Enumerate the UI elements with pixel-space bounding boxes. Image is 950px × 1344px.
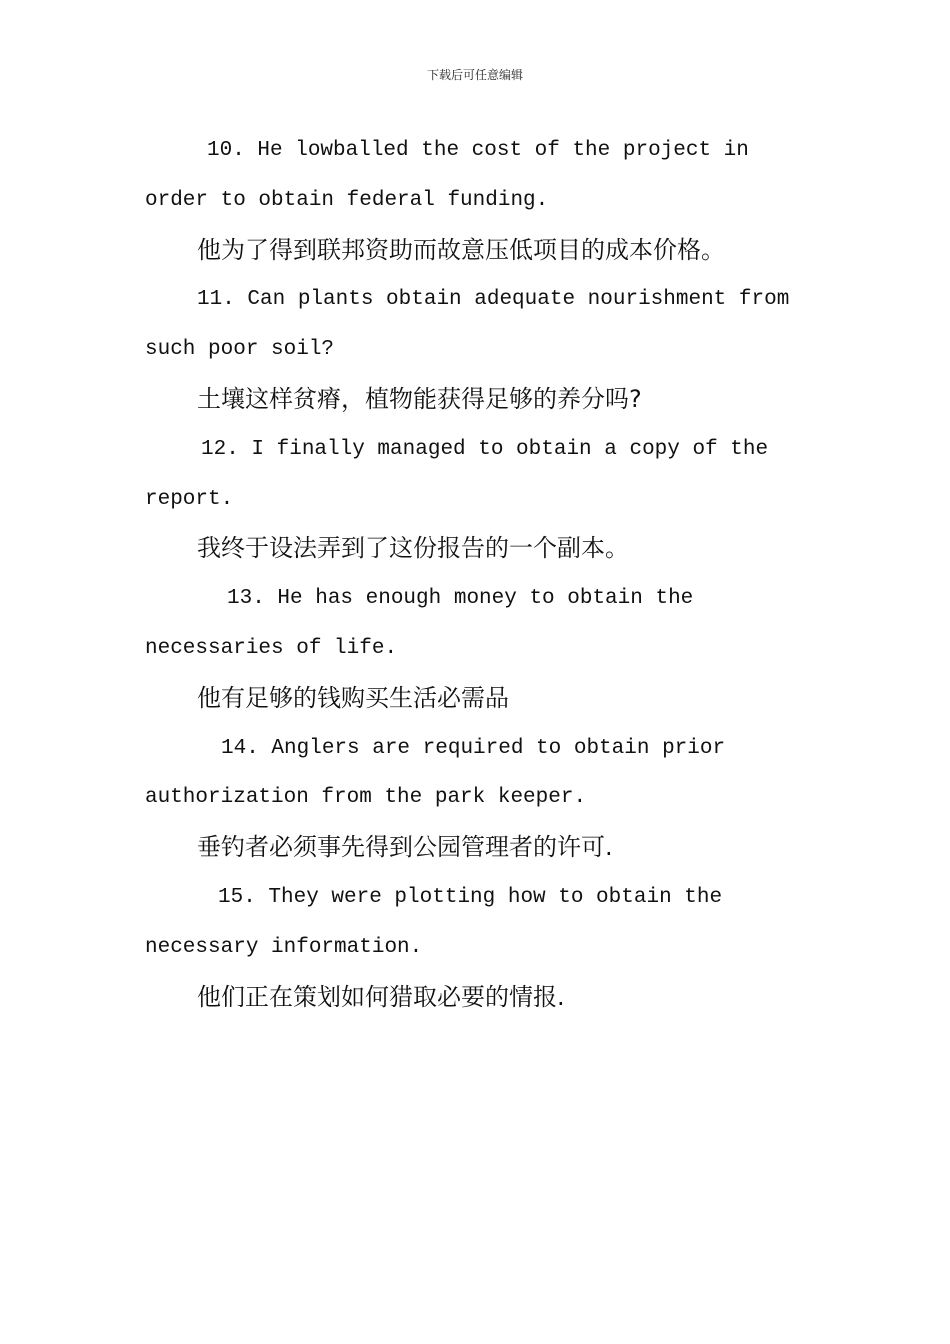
- english-sentence: [145, 724, 807, 774]
- english-sentence-continuation: [145, 624, 807, 674]
- english-line-1: 14. Anglers are required to obtain prior: [221, 736, 726, 760]
- english-line-1: 12. I finally managed to obtain a copy of the: [201, 437, 769, 461]
- english-sentence-continuation: [145, 475, 807, 525]
- english-sentence: [145, 275, 807, 325]
- english-line-1: 15. They were plotting how to obtain the: [218, 885, 723, 909]
- english-line-2: report.: [145, 487, 234, 511]
- english-sentence-continuation: [145, 325, 807, 375]
- english-line-1: 10. He lowballed the cost of the project in: [207, 139, 749, 162]
- english-line-2: authorization from the park keeper.: [145, 786, 587, 810]
- english-line-1: 11. Can plants obtain adequate nourishment from: [197, 288, 790, 312]
- example-entry-13: [145, 574, 807, 723]
- english-sentence-continuation: [145, 176, 807, 226]
- chinese-translation: 我终于设法弄到了这份报告的一个副本。: [197, 534, 629, 563]
- english-sentence-continuation: [145, 923, 807, 973]
- example-entry-11: [145, 275, 807, 424]
- english-line-2: order to obtain federal funding.: [145, 188, 549, 212]
- example-entry-15: [145, 873, 807, 1022]
- english-line-2: necessary information.: [145, 935, 423, 959]
- english-sentence: [145, 425, 807, 475]
- example-entry-12: [145, 425, 807, 574]
- chinese-translation: 他为了得到联邦资助而故意压低项目的成本价格。: [197, 235, 725, 264]
- chinese-translation: 他有足够的钱购买生活必需品: [197, 683, 509, 712]
- english-sentence: [145, 873, 807, 923]
- english-sentence: [145, 574, 807, 624]
- chinese-translation: 他们正在策划如何猎取必要的情报.: [197, 982, 565, 1011]
- english-line-2: necessaries of life.: [145, 636, 398, 660]
- english-line-1: 13. He has enough money to obtain the: [227, 587, 694, 611]
- sentence-list: [145, 126, 807, 1022]
- example-entry-10: [145, 126, 807, 275]
- example-entry-14: [145, 724, 807, 873]
- english-sentence-continuation: [145, 773, 807, 823]
- chinese-translation: 垂钓者必须事先得到公园管理者的许可.: [197, 833, 613, 862]
- page-header: 下载后可任意编辑: [426, 68, 523, 82]
- chinese-translation: 土壤这样贫瘠，植物能获得足够的养分吗?: [197, 384, 642, 413]
- english-sentence: [145, 126, 807, 176]
- english-line-2: such poor soil?: [145, 338, 335, 362]
